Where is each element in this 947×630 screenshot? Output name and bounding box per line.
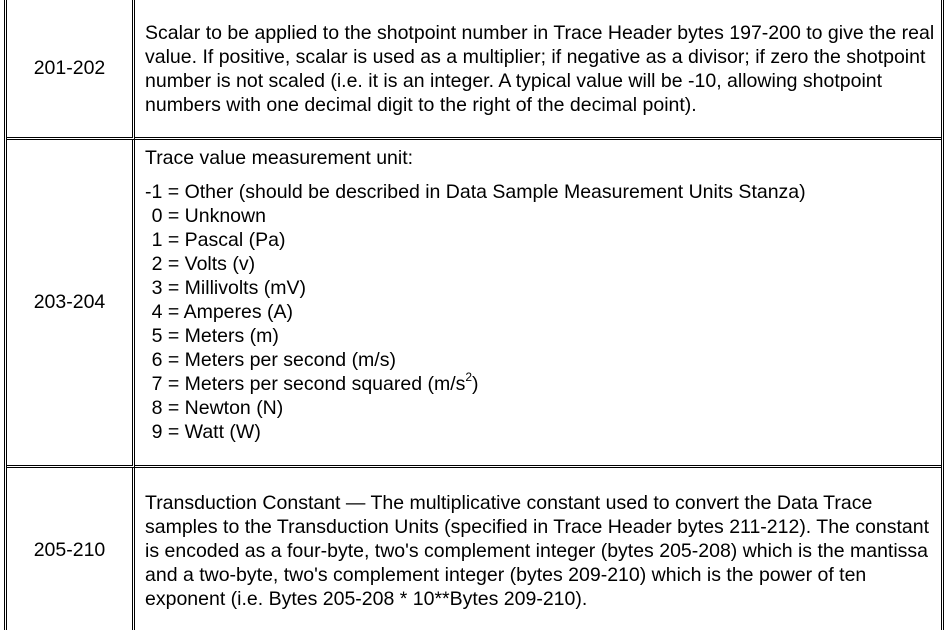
byte-range-cell: 205-210 [7, 468, 135, 630]
unit-item: 0 = Unknown [151, 205, 266, 227]
table-row [7, 468, 941, 630]
unit-label: Other (should be described in Data Sample Measurement Units Stanza) [184, 181, 806, 203]
unit-code: 3 [151, 277, 163, 299]
unit-code: 6 [151, 349, 163, 371]
unit-label: Meters per second squared (m/s [184, 373, 466, 395]
unit-code: 7 [151, 373, 163, 395]
unit-item: 3 = Millivolts (mV) [151, 277, 306, 299]
unit-code: 2 [151, 253, 163, 275]
byte-range-cell: 201-202 [7, 0, 135, 140]
unit-item: 8 = Newton (N) [151, 397, 284, 419]
unit-item: 7 = Meters per second squared $(m/s^2)$ [151, 369, 479, 395]
trace-header-spec-table [4, 0, 944, 630]
description-cell [135, 0, 941, 140]
table-row [7, 140, 941, 468]
unit-item: 9 = Watt (W) [151, 421, 261, 443]
byte-range-cell: 203-204 [7, 140, 135, 468]
description-cell [135, 140, 941, 468]
description-cell [135, 468, 941, 630]
unit-code: 9 [151, 421, 163, 443]
description-text: Scalar to be applied to the shotpoint number in Trace Header bytes 197-200 to give the real value. If positive, scalar is used as a multiplier; if negative as a divisor; if zero the shotpoint number is not scaled (i.e. it is an integer. A typical value will be -10, allowing shotpoint numbers with one decimal digit to the right of the decimal point). [145, 22, 935, 116]
unit-code: 0 [151, 205, 163, 227]
unit-code: 4 [151, 301, 163, 323]
unit-label: Meters (m) [184, 325, 279, 347]
unit-label: Pascal (Pa) [184, 229, 286, 251]
table-row [7, 0, 941, 140]
unit-item: 6 = Meters per second (m/s) [151, 349, 396, 371]
unit-code: 1 [151, 229, 163, 251]
description-text: Transduction Constant — The multiplicative constant used to convert the Data Trace samples to the Transduction Units (specified in Trace Header bytes 211-212). The constant is encoded as a four-byte, two's complement integer (bytes 205-208) which is the mantissa and a two-byte, two's complement integer (bytes 209-210) which is the power of ten exponent (i.e. Bytes 205-208 * 10**Bytes 209-210). [145, 491, 930, 610]
unit-label: Amperes (A) [183, 301, 294, 323]
unit-item: 1 = Pascal (Pa) [151, 229, 286, 251]
unit-label: Millivolts (mV) [184, 277, 306, 299]
unit-code: 8 [151, 397, 163, 419]
unit-item: -1 = Other (should be described in Data Sample Measurement Units Stanza) [145, 181, 806, 203]
unit-item: 4 = Amperes (A) [151, 301, 294, 323]
unit-label: Meters per second (m/s) [184, 349, 396, 371]
unit-intro: Trace value measurement unit: [145, 147, 414, 169]
unit-item: 5 = Meters (m) [151, 325, 279, 347]
unit-list [145, 180, 935, 444]
unit-label: Volts (v) [184, 253, 256, 275]
unit-suffix: ) [472, 373, 479, 395]
unit-code: 5 [151, 325, 163, 347]
unit-label: Unknown [184, 205, 266, 227]
superscript: 2 [465, 369, 473, 384]
unit-item: 2 = Volts (v) [151, 253, 256, 275]
unit-label: Watt (W) [184, 421, 261, 443]
unit-code: -1 [145, 181, 163, 203]
unit-label: Newton (N) [184, 397, 284, 419]
